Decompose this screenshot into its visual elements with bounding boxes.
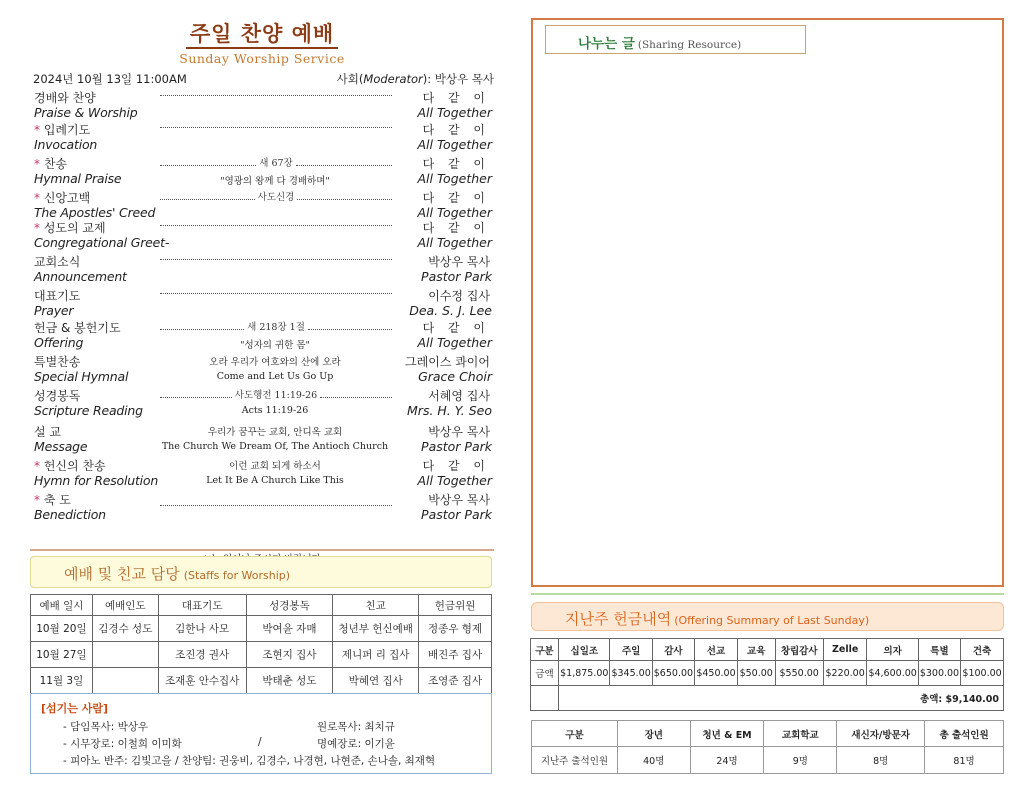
worship-order-section [30, 18, 494, 522]
staff-cell: 김한나 사모 [158, 616, 246, 642]
program-item-en: The Apostles' Creed [34, 205, 156, 220]
program-leader-en: All Together [417, 473, 492, 488]
servant-line: - 시무장로: 이철희 이미화 / 명예장로: 이기윤 [63, 736, 395, 750]
offering-amount: $345.00 [610, 661, 652, 686]
attendance-header-cell: 교회학교 [764, 721, 837, 747]
program-leader: 다 같 이 [422, 459, 490, 473]
program-leader: 박상우 목사 [428, 425, 490, 439]
dotted-leader [160, 121, 392, 128]
program-item [30, 121, 494, 153]
program-item-ko: * 성도의 교제 [34, 221, 106, 235]
staff-cell: 11월 3일 [31, 668, 93, 694]
table-row [31, 642, 492, 668]
staff-title-en: (Staffs for Worship) [183, 569, 291, 582]
offering-header-cell: 창립감사 [775, 639, 823, 661]
program-item [30, 219, 494, 251]
offering-header-cell: 교육 [737, 639, 775, 661]
program-leader-en: All Together [417, 235, 492, 250]
program-leader: 다 같 이 [422, 123, 490, 137]
program-leader: 박상우 목사 [428, 493, 490, 507]
offering-header-cell: Zelle [823, 639, 867, 661]
staff-title: 예배 및 친교 담당 [64, 565, 180, 583]
program-item-en: Announcement [34, 269, 127, 284]
offering-header-cell: 십일조 [559, 639, 610, 661]
divider [531, 593, 1004, 595]
servant-line: - 담임목사: 박상우 원로목사: 최치규 [63, 721, 395, 733]
program-leader-en: Dea. S. J. Lee [409, 303, 492, 318]
program-item-en: Hymnal Praise [34, 171, 122, 186]
offering-header-cell: 선교 [695, 639, 738, 661]
staff-header-cell: 헌금위원 [419, 595, 492, 616]
program-item-en: Hymn for Resolution [34, 473, 159, 488]
program-item [30, 353, 494, 385]
staff-cell [92, 642, 158, 668]
program-item [30, 155, 494, 187]
servant-line: - 피아노 반주: 김빛고을 / 찬양팀: 권웅비, 김경수, 나경현, 나현준, 손나솔, 최재혁 [63, 755, 436, 767]
program-leader: 다 같 이 [422, 321, 490, 335]
attendance-count: 9명 [764, 747, 837, 774]
program-leader-en: Mrs. H. Y. Seo [407, 403, 492, 418]
program-item-en: Prayer [34, 303, 74, 318]
program-item [30, 491, 494, 523]
program-leader: 그레이스 콰이어 [405, 355, 490, 369]
dotted-leader [160, 287, 392, 294]
program-list [30, 89, 494, 522]
staff-cell: 박여윤 자매 [246, 616, 333, 642]
offering-header-cell: 구분 [531, 639, 559, 661]
program-item [30, 287, 494, 319]
service-date: 2024년 10월 13일 11:00AM [33, 72, 187, 86]
program-item-ko: * 입례기도 [34, 123, 91, 137]
attendance-row-label: 지난주 출석인원 [532, 747, 618, 774]
program-leader-en: All Together [417, 171, 492, 186]
program-item [30, 253, 494, 285]
staff-cell: 김경수 성도 [92, 616, 158, 642]
offering-header-cell: 주일 [610, 639, 652, 661]
program-detail-sub: The Church We Dream Of, The Antioch Church [161, 441, 389, 452]
dotted-leader [160, 499, 392, 506]
staff-cell: 배진주 집사 [419, 642, 492, 668]
program-detail: 새 218장 1절 [247, 322, 305, 333]
offering-amount: $550.00 [775, 661, 823, 686]
program-detail: 사도신경 [257, 192, 295, 203]
program-item [30, 319, 494, 351]
offering-header-cell: 특별 [918, 639, 960, 661]
offering-total: 총액: $9,140.00 [559, 686, 1004, 711]
program-leader: 서혜영 집사 [428, 389, 490, 403]
stand-marker: * [34, 123, 40, 137]
program-leader-en: All Together [417, 205, 492, 220]
program-detail-sub: "영광의 왕께 다 경배하며" [220, 176, 330, 187]
program-leader: 다 같 이 [422, 91, 490, 105]
attendance-table [531, 720, 1004, 774]
dotted-leader [160, 189, 392, 203]
program-item-en: Congregational Greet- [34, 235, 170, 250]
offering-amount: $220.00 [823, 661, 867, 686]
staff-cell [92, 668, 158, 694]
offering-header-cell: 건축 [961, 639, 1004, 661]
program-item-ko: 교회소식 [34, 255, 81, 269]
bulletin-subtitle: Sunday Worship Service [179, 51, 345, 66]
offering-header-cell: 의자 [867, 639, 918, 661]
attendance-count: 40명 [617, 747, 690, 774]
servants-box [30, 693, 492, 774]
program-detail-sub: "성자의 귀한 몸" [240, 340, 310, 351]
offering-section-header [531, 602, 1004, 631]
offering-amount: $50.00 [737, 661, 775, 686]
program-item-ko: 설 교 [34, 425, 61, 439]
attendance-count: 8명 [837, 747, 925, 774]
program-item-ko: 대표기도 [34, 289, 81, 303]
table-row [31, 616, 492, 642]
program-item-ko: 특별찬송 [34, 355, 81, 369]
program-leader-en: All Together [417, 105, 492, 120]
program-item-en: Praise & Worship [34, 105, 138, 120]
offering-table [530, 638, 1004, 711]
moderator: 사회(Moderator): 박상우 목사 [336, 72, 494, 86]
program-item-ko: * 축 도 [34, 493, 71, 507]
bulletin-title: 주일 찬양 예배 [30, 18, 494, 48]
program-item-en: Invocation [34, 137, 98, 152]
program-leader-en: Pastor Park [421, 269, 492, 284]
program-leader: 다 같 이 [422, 157, 490, 171]
attendance-header-cell: 청년 & EM [690, 721, 764, 747]
offering-amount: $450.00 [695, 661, 738, 686]
program-item-en: Special Hymnal [34, 369, 129, 384]
program-item-en: Message [34, 439, 88, 454]
program-detail-sub: Let It Be A Church Like This [206, 475, 344, 486]
dotted-leader [160, 155, 392, 169]
attendance-header-cell: 총 출석인원 [925, 721, 1004, 747]
program-item [30, 387, 494, 419]
program-item-ko: 성경봉독 [34, 389, 81, 403]
offering-title: 지난주 헌금내역 [565, 610, 672, 628]
dotted-leader [160, 387, 392, 401]
dotted-leader [160, 219, 392, 226]
program-detail: 오라 우리가 여호와의 산에 오라 [209, 357, 341, 368]
program-leader: 박상우 목사 [428, 255, 490, 269]
staff-header-cell: 성경봉독 [246, 595, 333, 616]
stand-marker: * [34, 459, 40, 473]
program-item-en: Offering [34, 335, 84, 350]
offering-amount: $300.00 [918, 661, 960, 686]
program-leader: 다 같 이 [422, 221, 490, 235]
program-detail-sub: Come and Let Us Go Up [216, 371, 334, 382]
program-item [30, 423, 494, 455]
program-item-ko: * 찬송 [34, 157, 68, 171]
divider [30, 549, 494, 551]
stand-marker: * [34, 493, 40, 507]
staff-header-cell: 친교 [333, 595, 419, 616]
program-detail: 우리가 꿈꾸는 교회, 안디옥 교회 [207, 427, 343, 438]
stand-marker: * [34, 221, 40, 235]
staff-header-cell: 예배인도 [92, 595, 158, 616]
staff-cell: 박혜연 집사 [333, 668, 419, 694]
program-leader-en: All Together [417, 335, 492, 350]
program-item [30, 189, 494, 221]
dotted-leader [160, 319, 392, 333]
program-leader-en: Pastor Park [421, 439, 492, 454]
program-leader-en: All Together [417, 137, 492, 152]
staff-header-cell: 대표기도 [158, 595, 246, 616]
offering-title-en: (Offering Summary of Last Sunday) [674, 614, 870, 627]
program-item-en: Benediction [34, 507, 106, 522]
sharing-title: 나누는 글 (Sharing Resource) [545, 25, 806, 54]
program-leader-en: Grace Choir [418, 369, 492, 384]
staff-cell: 10월 27일 [31, 642, 93, 668]
attendance-header-cell: 장년 [617, 721, 690, 747]
offering-amount: $650.00 [652, 661, 694, 686]
program-leader-en: Pastor Park [421, 507, 492, 522]
staff-section-header [30, 556, 492, 588]
dotted-leader [160, 89, 392, 96]
offering-row-label: 금액 [531, 661, 559, 686]
program-item [30, 457, 494, 489]
staff-cell: 조재훈 안수집사 [158, 668, 246, 694]
offering-amount: $1,875.00 [559, 661, 610, 686]
staff-cell: 조영준 집사 [419, 668, 492, 694]
program-item [30, 89, 494, 121]
sharing-resource-box [531, 18, 1004, 587]
program-leader: 다 같 이 [422, 191, 490, 205]
staff-cell: 청년부 헌신예배 [333, 616, 419, 642]
program-item-ko: * 헌신의 찬송 [34, 459, 106, 473]
servants-title: [섬기는 사람] [41, 702, 109, 715]
attendance-count: 81명 [925, 747, 1004, 774]
staff-cell: 10월 20일 [31, 616, 93, 642]
staff-cell: 제니퍼 리 집사 [333, 642, 419, 668]
staff-cell: 박태춘 성도 [246, 668, 333, 694]
program-item-ko: 경배와 찬양 [34, 91, 96, 105]
program-detail: 사도행전 11:19-26 [234, 390, 318, 401]
stand-marker: * [34, 157, 40, 171]
program-item-ko: 헌금 & 봉헌기도 [34, 321, 121, 335]
staff-header-cell: 예배 일시 [31, 595, 93, 616]
program-detail: 이런 교회 되게 하소서 [229, 461, 321, 472]
program-leader: 이수정 집사 [428, 289, 490, 303]
program-detail-sub: Acts 11:19-26 [241, 405, 309, 416]
program-item-ko: * 신앙고백 [34, 191, 91, 205]
attendance-count: 24명 [690, 747, 764, 774]
offering-amount: $100.00 [961, 661, 1004, 686]
program-detail: 새 67장 [259, 158, 293, 169]
table-row [31, 668, 492, 694]
staff-cell: 조진경 권사 [158, 642, 246, 668]
offering-amount: $4,600.00 [867, 661, 918, 686]
staff-cell: 정종우 형제 [419, 616, 492, 642]
staff-table [30, 594, 492, 694]
offering-header-cell: 감사 [652, 639, 694, 661]
dotted-leader [160, 253, 392, 260]
stand-marker: * [34, 191, 40, 205]
date-line [30, 71, 494, 89]
attendance-header-cell: 새신자/방문자 [837, 721, 925, 747]
staff-cell: 조현지 집사 [246, 642, 333, 668]
program-item-en: Scripture Reading [34, 403, 143, 418]
attendance-header-cell: 구분 [532, 721, 618, 747]
